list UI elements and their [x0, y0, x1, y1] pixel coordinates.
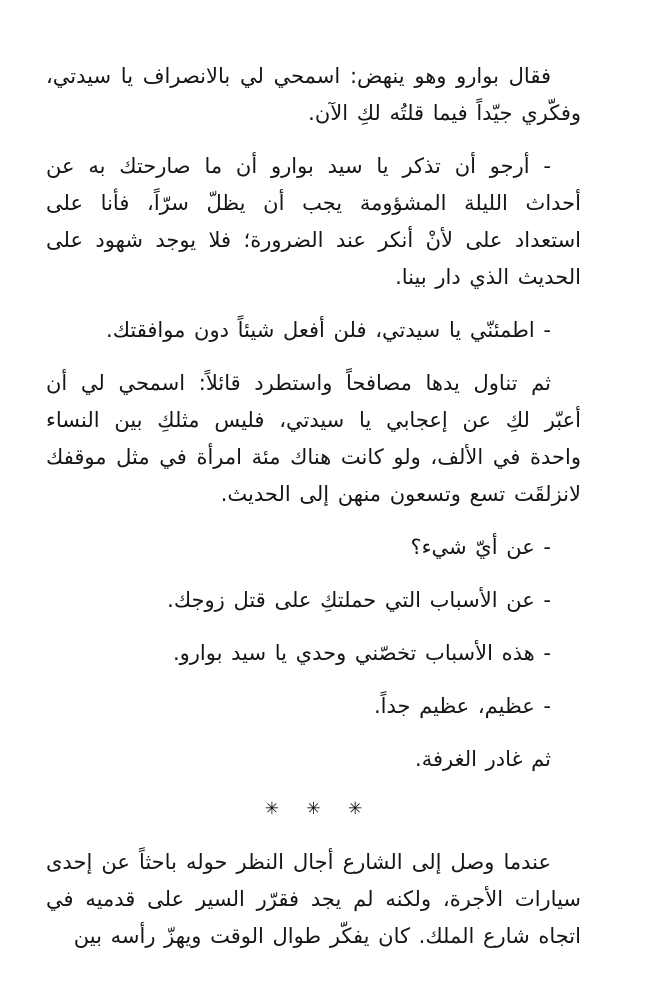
dialogue-line: - هذه الأسباب تخصّني وحدي يا سيد بوارو.: [172, 641, 551, 665]
dialogue-line: - أرجو أن تذكر يا سيد بوارو أن ما صارحتك به عن أحداث الليلة المشؤومة يجب أن يظلّ سرّاً، فأنا على استعداد على لأنْ أنكر عند الضرورة؛ فلا يوجد شهود على الحديث الذي دار بينا.: [46, 154, 581, 289]
dialogue-line: - عظيم، عظيم جداً.: [373, 694, 551, 718]
narrative-paragraph: ثم تناول يدها مصافحاً واستطرد قائلاً: اسمحي لي أن أعبّر لكِ عن إعجابي يا سيدتي، فليس مثلكِ بين النساء واحدة في الألف، ولو كانت هناك مئة امرأة في مثل موقفك لانزلقَت تسع وتسعون منهن إلى الحديث.: [46, 371, 581, 506]
narrative-paragraph: ثم غادر الغرفة.: [415, 747, 551, 771]
dialogue-line: - اطمئنّي يا سيدتي، فلن أفعل شيئاً دون موافقتك.: [106, 318, 551, 342]
narrative-paragraph: عندما وصل إلى الشارع أجال النظر حوله باحثاً عن إحدى سيارات الأجرة، ولكنه لم يجد فقرّر السير على قدميه في اتجاه شارع الملك. كان يفكّر طوال الوقت ويهزّ رأسه بين: [46, 850, 581, 948]
section-separator-asterisks: ✳ ✳ ✳: [264, 799, 363, 819]
narrative-paragraph: فقال بوارو وهو ينهض: اسمحي لي بالانصراف يا سيدتي، وفكّري جيّداً فيما قلتُه لكِ الآن.: [46, 64, 581, 125]
dialogue-line: - عن أيّ شيء؟: [410, 535, 551, 559]
dialogue-line: - عن الأسباب التي حملتكِ على قتل زوجك.: [167, 588, 551, 612]
